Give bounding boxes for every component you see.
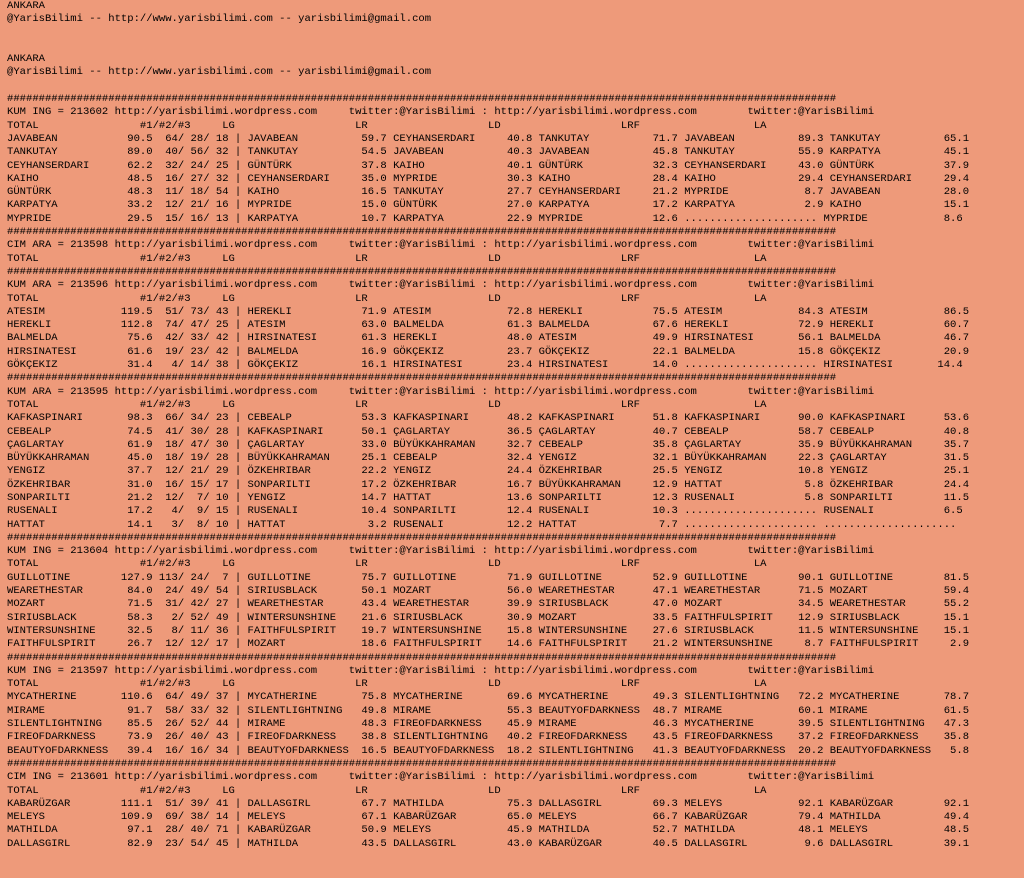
city-title: ANKARA <box>7 0 45 12</box>
result-row: HEREKLI 112.8 74/ 47/ 25 | ATESIM 63.0 BALMELDA 61.3 BALMELDA 67.6 HEREKLI 72.9 HEREKLI 60.7 <box>7 319 970 332</box>
result-row: BEAUTYOFDARKNESS 39.4 16/ 16/ 34 | BEAUTYOFDARKNESS 16.5 BEAUTYOFDARKNESS 18.2 SILENTLIGHTNING 41.3 BEAUTYOFDARKNESS 20.2 BEAUTYOFDARKNESS 5.8 <box>7 744 970 757</box>
race-title: CIM ARA = 213598 http://yarisbilimi.wordpress.com twitter:@YarisBilimi : http://yarisbilimi.wordpress.com twitter:@YarisBilimi <box>7 239 875 252</box>
result-row: MATHILDA 97.1 28/ 40/ 71 | KABARÜZGAR 50.9 MELEYS 45.9 MATHILDA 52.7 MATHILDA 48.1 MELEYS 48.5 <box>7 824 970 837</box>
result-row: MYPRIDE 29.5 15/ 16/ 13 | KARPATYA 10.7 KARPATYA 22.9 MYPRIDE 12.6 ..................... MYPRIDE 8.6 <box>7 212 963 225</box>
race-title: KUM ARA = 213596 http://yarisbilimi.wordpress.com twitter:@YarisBilimi : http://yarisbilimi.wordpress.com twitter:@YarisBilimi <box>7 279 875 292</box>
contact-line: @YarisBilimi -- http://www.yarisbilimi.com -- yarisbilimi@gmail.com <box>7 13 432 26</box>
race-title: KUM ARA = 213595 http://yarisbilimi.wordpress.com twitter:@YarisBilimi : http://yarisbilimi.wordpress.com twitter:@YarisBilimi <box>7 385 875 398</box>
result-row: GÜNTÜRK 48.3 11/ 18/ 54 | KAIHO 16.5 TANKUTAY 27.7 CEYHANSERDARI 21.2 MYPRIDE 8.7 JAVABEAN 28.0 <box>7 186 970 199</box>
result-row: ATESIM 119.5 51/ 73/ 43 | HEREKLI 71.9 ATESIM 72.8 HEREKLI 75.5 ATESIM 84.3 ATESIM 86.5 <box>7 305 970 318</box>
result-row: GÖKÇEKIZ 31.4 4/ 14/ 38 | GÖKÇEKIZ 16.1 HIRSINATESI 23.4 HIRSINATESI 14.0 ..................... HIRSINATESI 14.4 <box>7 359 963 372</box>
result-row: KAIHO 48.5 16/ 27/ 32 | CEYHANSERDARI 35.0 MYPRIDE 30.3 KAIHO 28.4 KAIHO 29.4 CEYHANSERDARI 29.4 <box>7 172 970 185</box>
result-row: SIRIUSBLACK 58.3 2/ 52/ 49 | WINTERSUNSHINE 21.6 SIRIUSBLACK 30.9 MOZART 33.5 FAITHFULSPIRIT 12.9 SIRIUSBLACK 15.1 <box>7 611 970 624</box>
separator-line: ################################################################################################################################### <box>7 651 837 664</box>
result-row: HIRSINATESI 61.6 19/ 23/ 42 | BALMELDA 16.9 GÖKÇEKIZ 23.7 GÖKÇEKIZ 22.1 BALMELDA 15.8 GÖKÇEKIZ 20.9 <box>7 345 970 358</box>
result-row: RUSENALI 17.2 4/ 9/ 15 | RUSENALI 10.4 SONPARILTI 12.4 RUSENALI 10.3 ..................... RUSENALI 6.5 <box>7 505 963 518</box>
column-header: TOTAL #1/#2/#3 LG LR LD LRF LA <box>7 292 767 305</box>
result-row: MELEYS 109.9 69/ 38/ 14 | MELEYS 67.1 KABARÜZGAR 65.0 MELEYS 66.7 KABARÜZGAR 79.4 MATHILDA 49.4 <box>7 811 970 824</box>
result-row: HATTAT 14.1 3/ 8/ 10 | HATTAT 3.2 RUSENALI 12.2 HATTAT 7.7 ..................... ..................... <box>7 518 957 531</box>
result-row: MOZART 71.5 31/ 42/ 27 | WEARETHESTAR 43.4 WEARETHESTAR 39.9 SIRIUSBLACK 47.0 MOZART 34.5 WEARETHESTAR 55.2 <box>7 598 970 611</box>
result-row: YENGIZ 37.7 12/ 21/ 29 | ÖZKEHRIBAR 22.2 YENGIZ 24.4 ÖZKEHRIBAR 25.5 YENGIZ 10.8 YENGIZ 25.1 <box>7 465 970 478</box>
column-header: TOTAL #1/#2/#3 LG LR LD LRF LA <box>7 398 767 411</box>
column-header: TOTAL #1/#2/#3 LG LR LD LRF LA <box>7 784 767 797</box>
result-row: KABARÜZGAR 111.1 51/ 39/ 41 | DALLASGIRL 67.7 MATHILDA 75.3 DALLASGIRL 69.3 MELEYS 92.1 KABARÜZGAR 92.1 <box>7 797 970 810</box>
result-row: SONPARILTI 21.2 12/ 7/ 10 | YENGIZ 14.7 HATTAT 13.6 SONPARILTI 12.3 RUSENALI 5.8 SONPARILTI 11.5 <box>7 491 970 504</box>
result-row: KAFKASPINARI 98.3 66/ 34/ 23 | CEBEALP 53.3 KAFKASPINARI 48.2 KAFKASPINARI 51.8 KAFKASPINARI 90.0 KAFKASPINARI 53.6 <box>7 412 970 425</box>
column-header: TOTAL #1/#2/#3 LG LR LD LRF LA <box>7 119 767 132</box>
result-row: TANKUTAY 89.0 40/ 56/ 32 | TANKUTAY 54.5 JAVABEAN 40.3 JAVABEAN 45.8 TANKUTAY 55.9 KARPATYA 45.1 <box>7 146 970 159</box>
result-row: KARPATYA 33.2 12/ 21/ 16 | MYPRIDE 15.0 GÜNTÜRK 27.0 KARPATYA 17.2 KARPATYA 2.9 KAIHO 15.1 <box>7 199 970 212</box>
result-row: ÇAGLARTAY 61.9 18/ 47/ 30 | ÇAGLARTAY 33.0 BÜYÜKKAHRAMAN 32.7 CEBEALP 35.8 ÇAGLARTAY 35.9 BÜYÜKKAHRAMAN 35.7 <box>7 438 970 451</box>
result-row: BÜYÜKKAHRAMAN 45.0 18/ 19/ 28 | BÜYÜKKAHRAMAN 25.1 CEBEALP 32.4 YENGIZ 32.1 BÜYÜKKAHRAMAN 22.3 ÇAGLARTAY 31.5 <box>7 452 970 465</box>
race-title: KUM ING = 213604 http://yarisbilimi.wordpress.com twitter:@YarisBilimi : http://yarisbilimi.wordpress.com twitter:@YarisBilimi <box>7 545 875 558</box>
spacer <box>7 27 1024 54</box>
result-row: WEARETHESTAR 84.0 24/ 49/ 54 | SIRIUSBLACK 50.1 MOZART 56.0 WEARETHESTAR 47.1 WEARETHESTAR 71.5 MOZART 59.4 <box>7 585 970 598</box>
race-title: KUM ING = 213602 http://yarisbilimi.wordpress.com twitter:@YarisBilimi : http://yarisbilimi.wordpress.com twitter:@YarisBilimi <box>7 106 875 119</box>
result-row: BALMELDA 75.6 42/ 33/ 42 | HIRSINATESI 61.3 HEREKLI 48.0 ATESIM 49.9 HIRSINATESI 56.1 BALMELDA 46.7 <box>7 332 970 345</box>
result-row: SILENTLIGHTNING 85.5 26/ 52/ 44 | MIRAME 48.3 FIREOFDARKNESS 45.9 MIRAME 46.3 MYCATHERINE 39.5 SILENTLIGHTNING 47.3 <box>7 718 970 731</box>
result-row: CEBEALP 74.5 41/ 30/ 28 | KAFKASPINARI 50.1 ÇAGLARTAY 36.5 ÇAGLARTAY 40.7 CEBEALP 58.7 CEBEALP 40.8 <box>7 425 970 438</box>
race-title: KUM ING = 213597 http://yarisbilimi.wordpress.com twitter:@YarisBilimi : http://yarisbilimi.wordpress.com twitter:@YarisBilimi <box>7 664 875 677</box>
separator-line: ################################################################################################################################### <box>7 93 837 106</box>
column-header: TOTAL #1/#2/#3 LG LR LD LRF LA <box>7 558 767 571</box>
blank-line <box>7 80 1024 93</box>
separator-line: ################################################################################################################################### <box>7 757 837 770</box>
result-row: FAITHFULSPIRIT 26.7 12/ 12/ 17 | MOZART 18.6 FAITHFULSPIRIT 14.6 FAITHFULSPIRIT 21.2 WINTERSUNSHINE 8.7 FAITHFULSPIRIT 2.9 <box>7 638 970 651</box>
result-row: WINTERSUNSHINE 32.5 8/ 11/ 36 | FAITHFULSPIRIT 19.7 WINTERSUNSHINE 15.8 WINTERSUNSHINE 27.6 SIRIUSBLACK 11.5 WINTERSUNSHINE 15.1 <box>7 624 970 637</box>
result-row: DALLASGIRL 82.9 23/ 54/ 45 | MATHILDA 43.5 DALLASGIRL 43.0 KABARÜZGAR 40.5 DALLASGIRL 9.6 DALLASGIRL 39.1 <box>7 837 970 850</box>
result-row: MYCATHERINE 110.6 64/ 49/ 37 | MYCATHERINE 75.8 MYCATHERINE 69.6 MYCATHERINE 49.3 SILENTLIGHTNING 72.2 MYCATHERINE 78.7 <box>7 691 970 704</box>
separator-line: ################################################################################################################################### <box>7 372 837 385</box>
column-header: TOTAL #1/#2/#3 LG LR LD LRF LA <box>7 678 767 691</box>
separator-line: ################################################################################################################################### <box>7 531 837 544</box>
city-title-repeat: ANKARA <box>7 53 45 66</box>
race-blocks <box>7 93 1024 851</box>
race-title: CIM ING = 213601 http://yarisbilimi.wordpress.com twitter:@YarisBilimi : http://yarisbilimi.wordpress.com twitter:@YarisBilimi <box>7 771 875 784</box>
result-row: GUILLOTINE 127.9 113/ 24/ 7 | GUILLOTINE 75.7 GUILLOTINE 71.9 GUILLOTINE 52.9 GUILLOTINE 90.1 GUILLOTINE 81.5 <box>7 571 970 584</box>
result-row: MIRAME 91.7 58/ 33/ 32 | SILENTLIGHTNING 49.8 MIRAME 55.3 BEAUTYOFDARKNESS 48.7 MIRAME 60.1 MIRAME 61.5 <box>7 704 970 717</box>
column-header: TOTAL #1/#2/#3 LG LR LD LRF LA <box>7 252 767 265</box>
result-row: FIREOFDARKNESS 73.9 26/ 40/ 43 | FIREOFDARKNESS 38.8 SILENTLIGHTNING 40.2 FIREOFDARKNESS 43.5 FIREOFDARKNESS 37.2 FIREOFDARKNESS 35.8 <box>7 731 970 744</box>
separator-line: ################################################################################################################################### <box>7 226 837 239</box>
separator-line: ################################################################################################################################### <box>7 265 837 278</box>
result-row: JAVABEAN 90.5 64/ 28/ 18 | JAVABEAN 59.7 CEYHANSERDARI 40.8 TANKUTAY 71.7 JAVABEAN 89.3 TANKUTAY 65.1 <box>7 132 970 145</box>
result-row: ÖZKEHRIBAR 31.0 16/ 15/ 17 | SONPARILTI 17.2 ÖZKEHRIBAR 16.7 BÜYÜKKAHRAMAN 12.9 HATTAT 5.8 ÖZKEHRIBAR 24.4 <box>7 478 970 491</box>
contact-line-repeat: @YarisBilimi -- http://www.yarisbilimi.com -- yarisbilimi@gmail.com <box>7 66 432 79</box>
result-row: CEYHANSERDARI 62.2 32/ 24/ 25 | GÜNTÜRK 37.8 KAIHO 40.1 GÜNTÜRK 32.3 CEYHANSERDARI 43.0 GÜNTÜRK 37.9 <box>7 159 970 172</box>
